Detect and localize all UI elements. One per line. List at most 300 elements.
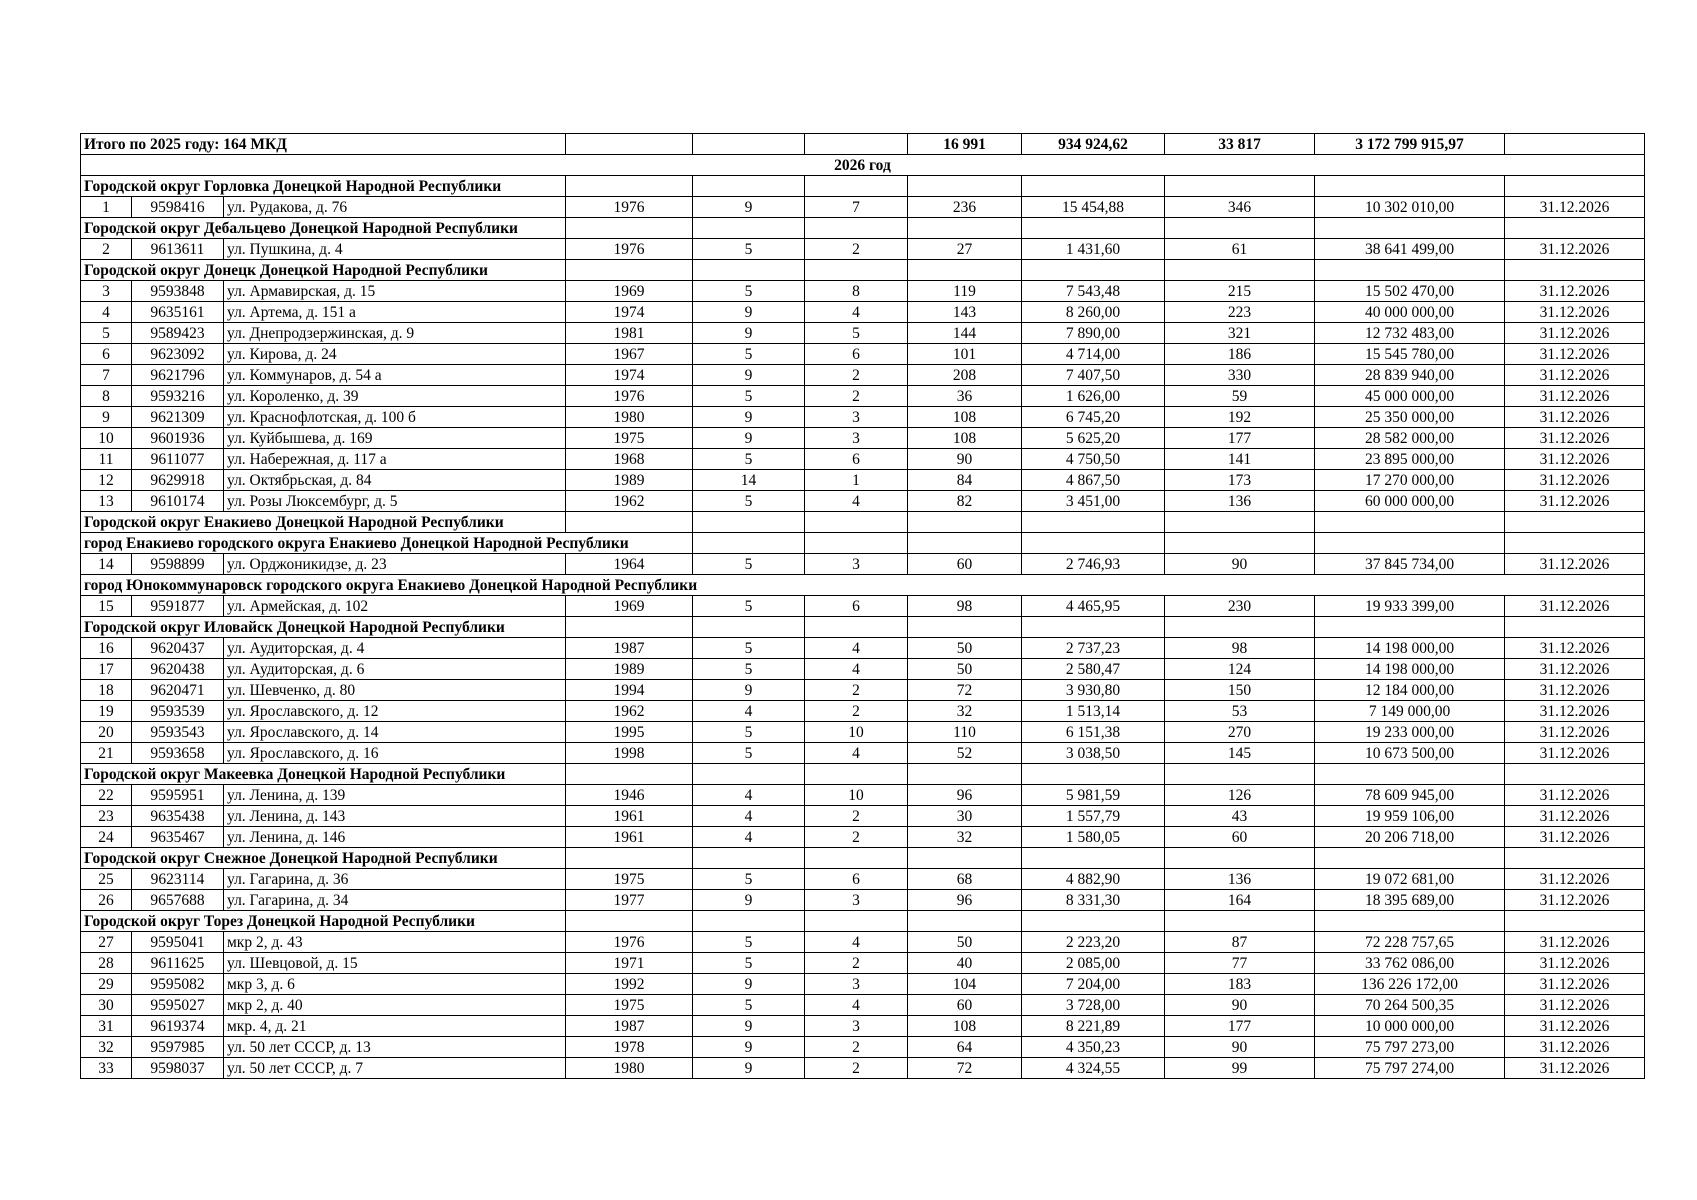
entrances-cell: 3 <box>805 407 908 428</box>
table-row <box>81 827 1645 848</box>
area-cell: 4 882,90 <box>1022 869 1165 890</box>
floors-cell: 5 <box>693 932 805 953</box>
apartments-cell: 236 <box>908 197 1022 218</box>
residents-cell: 90 <box>1165 1037 1315 1058</box>
floors-cell: 5 <box>693 596 805 617</box>
address-cell: ул. 50 лет СССР, д. 13 <box>224 1037 566 1058</box>
total-empty-cell <box>693 134 805 155</box>
year-built-cell: 1975 <box>566 869 693 890</box>
cost-cell: 10 302 010,00 <box>1315 197 1505 218</box>
address-cell: мкр 2, д. 40 <box>224 995 566 1016</box>
apartments-cell: 101 <box>908 344 1022 365</box>
year-built-cell: 1971 <box>566 953 693 974</box>
table-row <box>81 680 1645 701</box>
entrances-cell: 3 <box>805 554 908 575</box>
year-built-cell: 1962 <box>566 701 693 722</box>
address-cell: ул. Короленко, д. 39 <box>224 386 566 407</box>
floors-cell: 9 <box>693 1037 805 1058</box>
row-number-cell: 28 <box>81 953 132 974</box>
empty-cell <box>1165 533 1315 554</box>
area-cell: 1 626,00 <box>1022 386 1165 407</box>
address-cell: ул. Ленина, д. 139 <box>224 785 566 806</box>
empty-cell <box>566 848 693 869</box>
residents-cell: 164 <box>1165 890 1315 911</box>
empty-cell <box>1315 512 1505 533</box>
row-number-cell: 26 <box>81 890 132 911</box>
building-id-cell: 9635161 <box>132 302 224 323</box>
deadline-cell: 31.12.2026 <box>1505 344 1645 365</box>
table-row <box>81 491 1645 512</box>
section-header-row <box>81 176 1645 197</box>
residents-cell: 126 <box>1165 785 1315 806</box>
empty-cell <box>1315 176 1505 197</box>
deadline-cell: 31.12.2026 <box>1505 659 1645 680</box>
area-cell: 4 750,50 <box>1022 449 1165 470</box>
residents-cell: 177 <box>1165 428 1315 449</box>
empty-cell <box>805 260 908 281</box>
empty-cell <box>566 764 693 785</box>
residents-cell: 60 <box>1165 827 1315 848</box>
apartments-cell: 96 <box>908 785 1022 806</box>
empty-cell <box>693 260 805 281</box>
row-number-cell: 17 <box>81 659 132 680</box>
empty-cell <box>693 848 805 869</box>
entrances-cell: 2 <box>805 827 908 848</box>
building-id-cell: 9620471 <box>132 680 224 701</box>
residents-cell: 177 <box>1165 1016 1315 1037</box>
empty-cell <box>1505 512 1645 533</box>
apartments-cell: 82 <box>908 491 1022 512</box>
table-row <box>81 323 1645 344</box>
entrances-cell: 6 <box>805 596 908 617</box>
empty-cell <box>1315 617 1505 638</box>
residents-cell: 98 <box>1165 638 1315 659</box>
apartments-cell: 27 <box>908 239 1022 260</box>
section-header-row <box>81 848 1645 869</box>
year-built-cell: 1995 <box>566 722 693 743</box>
entrances-cell: 2 <box>805 365 908 386</box>
total-label: Итого по 2025 году: 164 МКД <box>81 134 566 155</box>
area-cell: 3 451,00 <box>1022 491 1165 512</box>
apartments-cell: 68 <box>908 869 1022 890</box>
deadline-cell: 31.12.2026 <box>1505 239 1645 260</box>
deadline-cell: 31.12.2026 <box>1505 701 1645 722</box>
building-id-cell: 9591877 <box>132 596 224 617</box>
empty-cell <box>1315 911 1505 932</box>
apartments-cell: 60 <box>908 554 1022 575</box>
address-cell: ул. Шевцовой, д. 15 <box>224 953 566 974</box>
residents-cell: 330 <box>1165 365 1315 386</box>
entrances-cell: 2 <box>805 1058 908 1079</box>
cost-cell: 72 228 757,65 <box>1315 932 1505 953</box>
building-id-cell: 9593658 <box>132 743 224 764</box>
row-number-cell: 1 <box>81 197 132 218</box>
apartments-cell: 110 <box>908 722 1022 743</box>
area-cell: 8 221,89 <box>1022 1016 1165 1037</box>
deadline-cell: 31.12.2026 <box>1505 1058 1645 1079</box>
area-cell: 5 981,59 <box>1022 785 1165 806</box>
cost-cell: 28 839 940,00 <box>1315 365 1505 386</box>
area-cell: 1 557,79 <box>1022 806 1165 827</box>
building-id-cell: 9635438 <box>132 806 224 827</box>
area-cell: 1 513,14 <box>1022 701 1165 722</box>
apartments-cell: 52 <box>908 743 1022 764</box>
empty-cell <box>566 176 693 197</box>
entrances-cell: 3 <box>805 1016 908 1037</box>
entrances-cell: 2 <box>805 953 908 974</box>
building-id-cell: 9589423 <box>132 323 224 344</box>
row-number-cell: 16 <box>81 638 132 659</box>
empty-cell <box>1022 512 1165 533</box>
floors-cell: 5 <box>693 554 805 575</box>
floors-cell: 14 <box>693 470 805 491</box>
section-header: Городской округ Горловка Донецкой Народной Республики <box>81 176 566 197</box>
area-cell: 1 431,60 <box>1022 239 1165 260</box>
section-header-row <box>81 911 1645 932</box>
empty-cell <box>1022 218 1165 239</box>
empty-cell <box>693 911 805 932</box>
table-row <box>81 302 1645 323</box>
building-id-cell: 9629918 <box>132 470 224 491</box>
year-built-cell: 1976 <box>566 239 693 260</box>
year-built-cell: 1975 <box>566 428 693 449</box>
empty-cell <box>908 176 1022 197</box>
table-row <box>81 365 1645 386</box>
cost-cell: 10 673 500,00 <box>1315 743 1505 764</box>
entrances-cell: 3 <box>805 974 908 995</box>
floors-cell: 5 <box>693 281 805 302</box>
cost-cell: 19 959 106,00 <box>1315 806 1505 827</box>
apartments-cell: 143 <box>908 302 1022 323</box>
entrances-cell: 10 <box>805 785 908 806</box>
empty-cell <box>1315 218 1505 239</box>
floors-cell: 5 <box>693 386 805 407</box>
year-built-cell: 1998 <box>566 743 693 764</box>
entrances-cell: 2 <box>805 239 908 260</box>
row-number-cell: 9 <box>81 407 132 428</box>
year-built-cell: 1987 <box>566 1016 693 1037</box>
address-cell: ул. 50 лет СССР, д. 7 <box>224 1058 566 1079</box>
empty-cell <box>908 260 1022 281</box>
address-cell: ул. Аудиторская, д. 6 <box>224 659 566 680</box>
floors-cell: 5 <box>693 449 805 470</box>
building-id-cell: 9598037 <box>132 1058 224 1079</box>
area-cell: 4 714,00 <box>1022 344 1165 365</box>
row-number-cell: 5 <box>81 323 132 344</box>
residents-cell: 215 <box>1165 281 1315 302</box>
empty-cell <box>1505 176 1645 197</box>
area-cell: 5 625,20 <box>1022 428 1165 449</box>
apartments-cell: 98 <box>908 596 1022 617</box>
cost-cell: 10 000 000,00 <box>1315 1016 1505 1037</box>
entrances-cell: 2 <box>805 806 908 827</box>
total-row <box>81 134 1645 155</box>
cost-cell: 25 350 000,00 <box>1315 407 1505 428</box>
residents-cell: 223 <box>1165 302 1315 323</box>
entrances-cell: 6 <box>805 869 908 890</box>
apartments-cell: 108 <box>908 428 1022 449</box>
building-id-cell: 9601936 <box>132 428 224 449</box>
floors-cell: 9 <box>693 323 805 344</box>
apartments-cell: 30 <box>908 806 1022 827</box>
residents-cell: 230 <box>1165 596 1315 617</box>
cost-cell: 17 270 000,00 <box>1315 470 1505 491</box>
year-built-cell: 1976 <box>566 386 693 407</box>
entrances-cell: 4 <box>805 995 908 1016</box>
cost-cell: 33 762 086,00 <box>1315 953 1505 974</box>
section-header: Городской округ Торез Донецкой Народной Республики <box>81 911 566 932</box>
cost-cell: 19 072 681,00 <box>1315 869 1505 890</box>
entrances-cell: 8 <box>805 281 908 302</box>
table-row <box>81 869 1645 890</box>
total-cost: 3 172 799 915,97 <box>1315 134 1505 155</box>
table-row <box>81 659 1645 680</box>
entrances-cell: 4 <box>805 932 908 953</box>
cost-cell: 60 000 000,00 <box>1315 491 1505 512</box>
area-cell: 3 038,50 <box>1022 743 1165 764</box>
year-built-cell: 1992 <box>566 974 693 995</box>
year-built-cell: 1978 <box>566 1037 693 1058</box>
year-built-cell: 1977 <box>566 890 693 911</box>
building-id-cell: 9613611 <box>132 239 224 260</box>
table-row <box>81 974 1645 995</box>
residents-cell: 136 <box>1165 869 1315 890</box>
deadline-cell: 31.12.2026 <box>1505 680 1645 701</box>
section-header-row <box>81 260 1645 281</box>
deadline-cell: 31.12.2026 <box>1505 974 1645 995</box>
entrances-cell: 5 <box>805 323 908 344</box>
floors-cell: 4 <box>693 827 805 848</box>
address-cell: ул. Аудиторская, д. 4 <box>224 638 566 659</box>
year-built-cell: 1974 <box>566 302 693 323</box>
building-id-cell: 9621796 <box>132 365 224 386</box>
entrances-cell: 7 <box>805 197 908 218</box>
deadline-cell: 31.12.2026 <box>1505 806 1645 827</box>
deadline-cell: 31.12.2026 <box>1505 869 1645 890</box>
deadline-cell: 31.12.2026 <box>1505 386 1645 407</box>
empty-cell <box>1165 176 1315 197</box>
residents-cell: 150 <box>1165 680 1315 701</box>
area-cell: 3 930,80 <box>1022 680 1165 701</box>
deadline-cell: 31.12.2026 <box>1505 932 1645 953</box>
table-row <box>81 470 1645 491</box>
entrances-cell: 2 <box>805 1037 908 1058</box>
row-number-cell: 21 <box>81 743 132 764</box>
address-cell: мкр. 4, д. 21 <box>224 1016 566 1037</box>
table-row <box>81 407 1645 428</box>
area-cell: 8 260,00 <box>1022 302 1165 323</box>
residents-cell: 141 <box>1165 449 1315 470</box>
area-cell: 1 580,05 <box>1022 827 1165 848</box>
empty-cell <box>693 533 805 554</box>
empty-cell <box>566 260 693 281</box>
residents-cell: 183 <box>1165 974 1315 995</box>
residents-cell: 346 <box>1165 197 1315 218</box>
row-number-cell: 23 <box>81 806 132 827</box>
address-cell: мкр 2, д. 43 <box>224 932 566 953</box>
cost-cell: 75 797 273,00 <box>1315 1037 1505 1058</box>
building-id-cell: 9620437 <box>132 638 224 659</box>
entrances-cell: 3 <box>805 428 908 449</box>
address-cell: ул. Рудакова, д. 76 <box>224 197 566 218</box>
address-cell: ул. Армавирская, д. 15 <box>224 281 566 302</box>
entrances-cell: 4 <box>805 491 908 512</box>
building-id-cell: 9635467 <box>132 827 224 848</box>
apartments-cell: 64 <box>908 1037 1022 1058</box>
year-built-cell: 1980 <box>566 1058 693 1079</box>
row-number-cell: 15 <box>81 596 132 617</box>
building-id-cell: 9597985 <box>132 1037 224 1058</box>
building-id-cell: 9598416 <box>132 197 224 218</box>
apartments-cell: 60 <box>908 995 1022 1016</box>
cost-cell: 14 198 000,00 <box>1315 659 1505 680</box>
residents-cell: 173 <box>1165 470 1315 491</box>
floors-cell: 5 <box>693 953 805 974</box>
table-row <box>81 785 1645 806</box>
floors-cell: 5 <box>693 239 805 260</box>
floors-cell: 9 <box>693 680 805 701</box>
row-number-cell: 10 <box>81 428 132 449</box>
year-built-cell: 1974 <box>566 365 693 386</box>
row-number-cell: 13 <box>81 491 132 512</box>
residents-cell: 43 <box>1165 806 1315 827</box>
area-cell: 7 407,50 <box>1022 365 1165 386</box>
address-cell: ул. Ярославского, д. 16 <box>224 743 566 764</box>
section-header: Городской округ Иловайск Донецкой Народной Республики <box>81 617 566 638</box>
section-header: Городской округ Снежное Донецкой Народной Республики <box>81 848 566 869</box>
deadline-cell: 31.12.2026 <box>1505 743 1645 764</box>
cost-cell: 18 395 689,00 <box>1315 890 1505 911</box>
area-cell: 4 324,55 <box>1022 1058 1165 1079</box>
cost-cell: 15 545 780,00 <box>1315 344 1505 365</box>
table-row <box>81 281 1645 302</box>
entrances-cell: 6 <box>805 449 908 470</box>
empty-cell <box>805 512 908 533</box>
row-number-cell: 6 <box>81 344 132 365</box>
area-cell: 4 350,23 <box>1022 1037 1165 1058</box>
empty-cell <box>1165 764 1315 785</box>
entrances-cell: 2 <box>805 701 908 722</box>
empty-cell <box>1165 218 1315 239</box>
row-number-cell: 3 <box>81 281 132 302</box>
deadline-cell: 31.12.2026 <box>1505 365 1645 386</box>
empty-cell <box>805 848 908 869</box>
deadline-cell: 31.12.2026 <box>1505 953 1645 974</box>
cost-cell: 15 502 470,00 <box>1315 281 1505 302</box>
empty-cell <box>1022 617 1165 638</box>
apartments-cell: 108 <box>908 407 1022 428</box>
empty-cell <box>1165 911 1315 932</box>
apartments-cell: 32 <box>908 701 1022 722</box>
section-header-row <box>81 764 1645 785</box>
deadline-cell: 31.12.2026 <box>1505 995 1645 1016</box>
apartments-cell: 50 <box>908 638 1022 659</box>
row-number-cell: 12 <box>81 470 132 491</box>
empty-cell <box>1022 533 1165 554</box>
year-built-cell: 1961 <box>566 827 693 848</box>
empty-cell <box>693 512 805 533</box>
row-number-cell: 33 <box>81 1058 132 1079</box>
entrances-cell: 10 <box>805 722 908 743</box>
floors-cell: 9 <box>693 428 805 449</box>
table-row <box>81 995 1645 1016</box>
empty-cell <box>908 512 1022 533</box>
entrances-cell: 4 <box>805 638 908 659</box>
area-cell: 7 204,00 <box>1022 974 1165 995</box>
empty-cell <box>693 764 805 785</box>
year-built-cell: 1967 <box>566 344 693 365</box>
residents-cell: 59 <box>1165 386 1315 407</box>
building-id-cell: 9620438 <box>132 659 224 680</box>
empty-cell <box>908 533 1022 554</box>
table-row <box>81 344 1645 365</box>
apartments-cell: 144 <box>908 323 1022 344</box>
area-cell: 15 454,88 <box>1022 197 1165 218</box>
address-cell: ул. Ярославского, д. 12 <box>224 701 566 722</box>
empty-cell <box>1505 848 1645 869</box>
address-cell: ул. Пушкина, д. 4 <box>224 239 566 260</box>
empty-cell <box>908 764 1022 785</box>
year-header: 2026 год <box>81 155 1645 176</box>
empty-cell <box>805 764 908 785</box>
residents-cell: 321 <box>1165 323 1315 344</box>
entrances-cell: 6 <box>805 344 908 365</box>
table-row <box>81 953 1645 974</box>
residents-cell: 77 <box>1165 953 1315 974</box>
address-cell: ул. Шевченко, д. 80 <box>224 680 566 701</box>
building-id-cell: 9621309 <box>132 407 224 428</box>
cost-cell: 28 582 000,00 <box>1315 428 1505 449</box>
cost-cell: 12 732 483,00 <box>1315 323 1505 344</box>
row-number-cell: 8 <box>81 386 132 407</box>
entrances-cell: 4 <box>805 302 908 323</box>
table-row <box>81 701 1645 722</box>
floors-cell: 9 <box>693 890 805 911</box>
floors-cell: 4 <box>693 701 805 722</box>
apartments-cell: 96 <box>908 890 1022 911</box>
cost-cell: 19 233 000,00 <box>1315 722 1505 743</box>
building-id-cell: 9595027 <box>132 995 224 1016</box>
empty-cell <box>566 512 693 533</box>
deadline-cell: 31.12.2026 <box>1505 470 1645 491</box>
residents-cell: 145 <box>1165 743 1315 764</box>
deadline-cell: 31.12.2026 <box>1505 722 1645 743</box>
empty-cell <box>1505 617 1645 638</box>
floors-cell: 9 <box>693 407 805 428</box>
residents-cell: 87 <box>1165 932 1315 953</box>
area-cell: 2 223,20 <box>1022 932 1165 953</box>
residents-cell: 53 <box>1165 701 1315 722</box>
deadline-cell: 31.12.2026 <box>1505 323 1645 344</box>
row-number-cell: 14 <box>81 554 132 575</box>
empty-cell <box>1165 260 1315 281</box>
empty-cell <box>805 533 908 554</box>
address-cell: ул. Ленина, д. 143 <box>224 806 566 827</box>
residents-cell: 90 <box>1165 995 1315 1016</box>
apartments-cell: 208 <box>908 365 1022 386</box>
year-built-cell: 1968 <box>566 449 693 470</box>
residents-cell: 99 <box>1165 1058 1315 1079</box>
total-area: 934 924,62 <box>1022 134 1165 155</box>
floors-cell: 5 <box>693 995 805 1016</box>
apartments-cell: 119 <box>908 281 1022 302</box>
area-cell: 2 085,00 <box>1022 953 1165 974</box>
deadline-cell: 31.12.2026 <box>1505 785 1645 806</box>
year-header-row <box>81 155 1645 176</box>
apartments-cell: 72 <box>908 680 1022 701</box>
apartments-cell: 32 <box>908 827 1022 848</box>
building-id-cell: 9593539 <box>132 701 224 722</box>
